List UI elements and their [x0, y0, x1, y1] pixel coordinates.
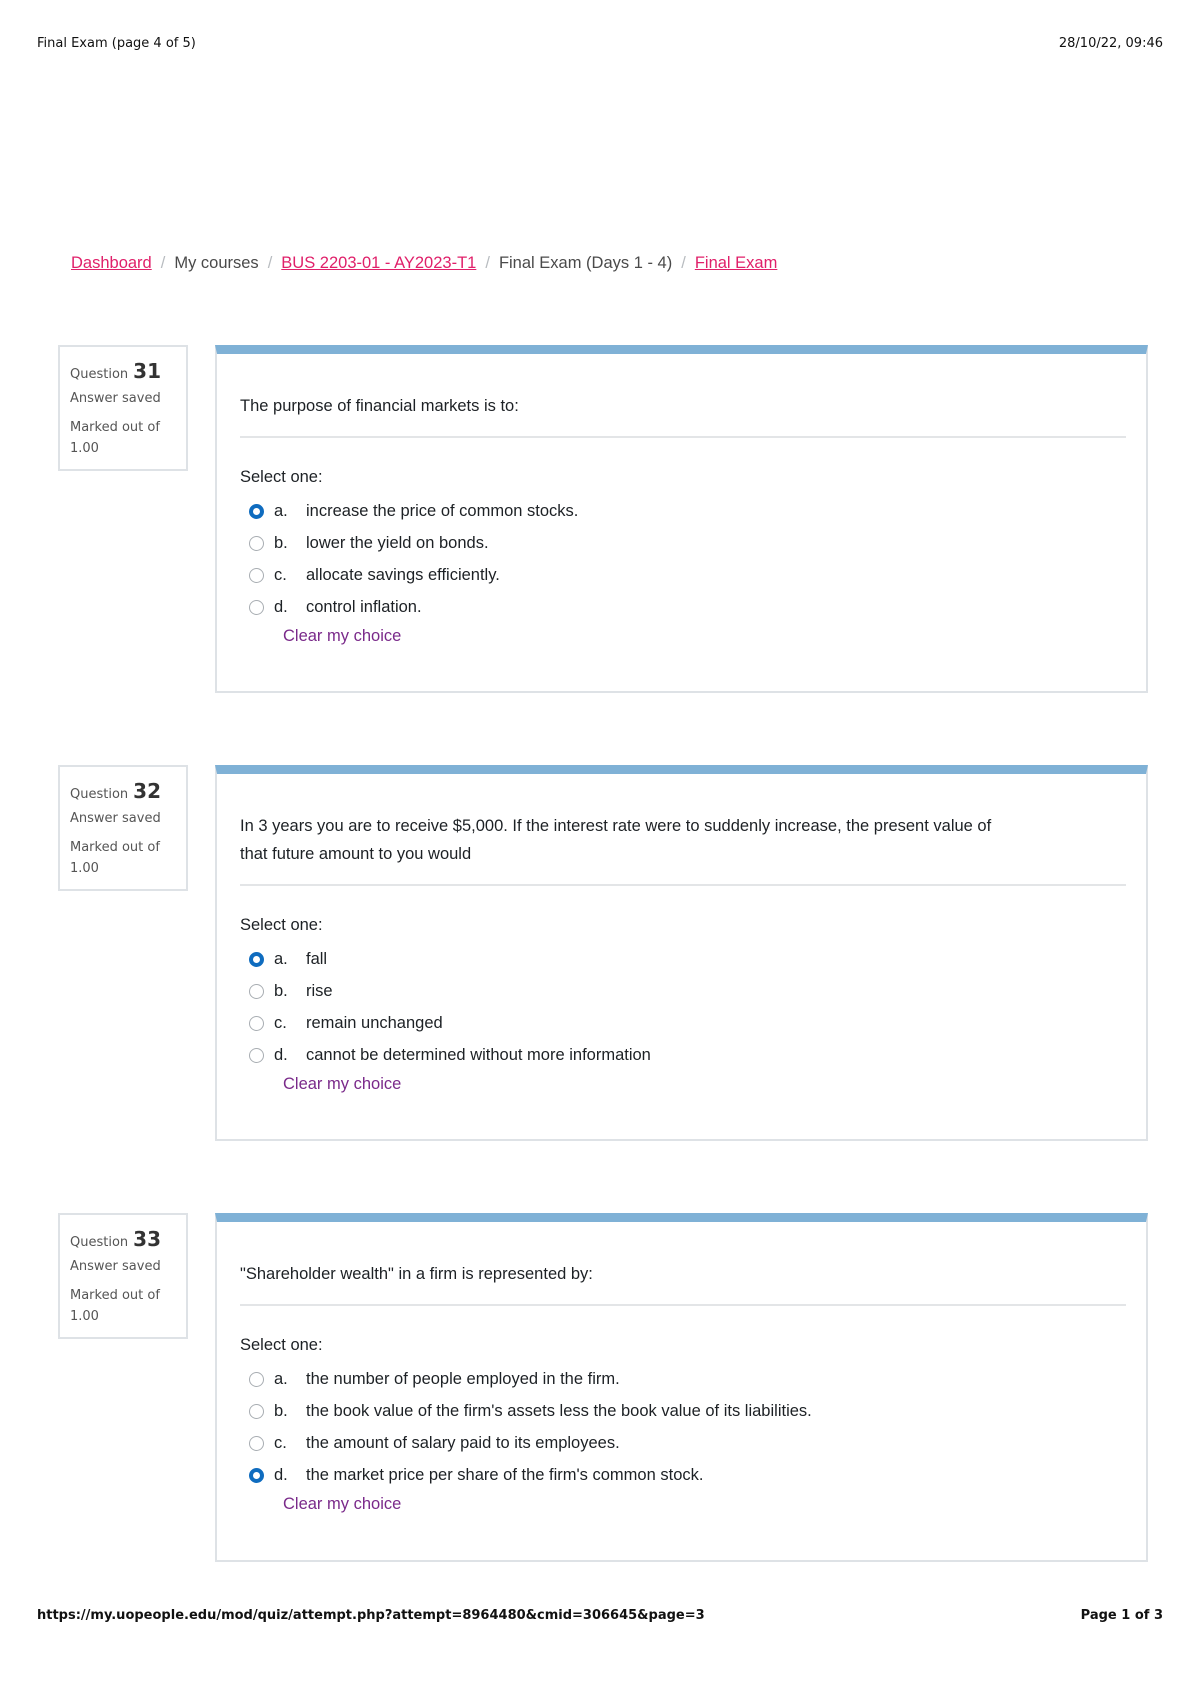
radio-button[interactable] — [249, 1436, 264, 1451]
breadcrumb — [71, 254, 777, 273]
print-header — [37, 36, 1163, 51]
answer-option-d[interactable] — [249, 1459, 1146, 1491]
answer-option-d[interactable] — [249, 591, 1146, 623]
question-grade — [70, 837, 176, 879]
grade-value: 1.00 — [70, 1309, 99, 1324]
radio-button[interactable] — [249, 1404, 264, 1419]
question-state: Answer saved — [70, 391, 161, 406]
print-datetime: 28/10/22, 09:46 — [1058, 36, 1163, 51]
answer-option-b[interactable] — [249, 1395, 1146, 1427]
question-grade — [70, 1285, 176, 1327]
question-label: Question — [70, 787, 129, 802]
option-letter: b. — [274, 981, 288, 1000]
answer-option-c[interactable] — [249, 1007, 1146, 1039]
option-text: cannot be determined without more information — [306, 1045, 651, 1064]
question-content — [215, 1213, 1148, 1562]
breadcrumb-course[interactable]: BUS 2203-01 - AY2023-T1 — [281, 254, 477, 272]
breadcrumb-dashboard[interactable]: Dashboard — [71, 254, 152, 272]
question-text — [240, 392, 1126, 438]
clear-choice-link[interactable]: Clear my choice — [283, 627, 402, 645]
question-state: Answer saved — [70, 811, 161, 826]
question-info — [58, 345, 188, 471]
question-grade — [70, 417, 176, 459]
breadcrumb-separator: / — [267, 254, 273, 272]
answer-option-a[interactable] — [249, 1363, 1146, 1395]
radio-button[interactable] — [249, 536, 264, 551]
question-state: Answer saved — [70, 1259, 161, 1274]
radio-button[interactable] — [249, 1372, 264, 1387]
question-info — [58, 765, 188, 891]
option-letter: d. — [274, 1465, 288, 1484]
option-text: fall — [306, 949, 328, 968]
breadcrumb-separator: / — [160, 254, 166, 272]
question-text-line: The purpose of financial markets is to: — [240, 397, 519, 415]
option-text: rise — [306, 981, 333, 1000]
radio-button[interactable] — [249, 1016, 264, 1031]
answer-option-c[interactable] — [249, 1427, 1146, 1459]
option-text: the amount of salary paid to its employees. — [306, 1433, 620, 1452]
answer-options — [249, 943, 1146, 1071]
option-letter: c. — [274, 1433, 287, 1452]
option-letter: d. — [274, 597, 288, 616]
question-text — [240, 1260, 1126, 1306]
grade-value: 1.00 — [70, 441, 99, 456]
question-content — [215, 345, 1148, 693]
print-url: https://my.uopeople.edu/mod/quiz/attempt.php?attempt=8964480&cmid=306645&page=3 — [37, 1608, 705, 1623]
print-title: Final Exam (page 4 of 5) — [37, 36, 196, 51]
radio-button[interactable] — [249, 568, 264, 583]
breadcrumb-separator: / — [681, 254, 686, 272]
answer-option-a[interactable] — [249, 495, 1146, 527]
question-number: 32 — [133, 779, 161, 803]
question-text-line: In 3 years you are to receive $5,000. If the interest rate were to suddenly increase, the present value of — [240, 817, 992, 835]
option-text: lower the yield on bonds. — [306, 533, 489, 552]
grade-label: Marked out of — [70, 840, 160, 855]
option-letter: d. — [274, 1045, 288, 1064]
grade-value: 1.00 — [70, 861, 99, 876]
option-text: remain unchanged — [306, 1013, 443, 1032]
option-text: the number of people employed in the firm. — [306, 1369, 620, 1388]
radio-button[interactable] — [249, 984, 264, 999]
select-prompt: Select one: — [240, 916, 323, 934]
question-info — [58, 1213, 188, 1339]
option-letter: c. — [274, 1013, 287, 1032]
answer-option-d[interactable] — [249, 1039, 1146, 1071]
grade-label: Marked out of — [70, 1288, 160, 1303]
radio-button[interactable] — [249, 504, 264, 519]
question-label: Question — [70, 1235, 129, 1250]
radio-button[interactable] — [249, 1048, 264, 1063]
option-letter: c. — [274, 565, 287, 584]
option-letter: a. — [274, 1369, 288, 1388]
option-text: the market price per share of the firm's common stock. — [306, 1465, 704, 1484]
clear-choice-link[interactable]: Clear my choice — [283, 1075, 402, 1093]
radio-button[interactable] — [249, 1468, 264, 1483]
clear-choice-link[interactable]: Clear my choice — [283, 1495, 402, 1513]
option-letter: a. — [274, 949, 288, 968]
answer-option-c[interactable] — [249, 559, 1146, 591]
option-letter: b. — [274, 1401, 288, 1420]
option-text: allocate savings efficiently. — [306, 565, 500, 584]
answer-option-b[interactable] — [249, 527, 1146, 559]
question-label: Question — [70, 367, 129, 382]
answer-options — [249, 495, 1146, 623]
print-page-number: Page 1 of 3 — [1080, 1608, 1163, 1623]
question-content — [215, 765, 1148, 1141]
option-letter: b. — [274, 533, 288, 552]
breadcrumb-my-courses: My courses — [174, 254, 259, 272]
grade-label: Marked out of — [70, 420, 160, 435]
breadcrumb-exam-section: Final Exam (Days 1 - 4) — [498, 254, 673, 272]
breadcrumb-final-exam[interactable]: Final Exam — [694, 254, 778, 272]
question-number: 33 — [133, 1227, 161, 1251]
option-text: increase the price of common stocks. — [306, 501, 579, 520]
print-footer — [37, 1608, 1163, 1623]
question-number: 31 — [133, 359, 161, 383]
breadcrumb-separator: / — [485, 254, 490, 272]
question-text-line: that future amount to you would — [240, 845, 472, 863]
option-letter: a. — [274, 501, 288, 520]
select-prompt: Select one: — [240, 468, 323, 486]
option-text: the book value of the firm's assets less the book value of its liabilities. — [306, 1401, 812, 1420]
select-prompt: Select one: — [240, 1336, 323, 1354]
answer-option-b[interactable] — [249, 975, 1146, 1007]
question-text-line: "Shareholder wealth" in a firm is represented by: — [240, 1265, 593, 1283]
option-text: control inflation. — [306, 597, 422, 616]
answer-options — [249, 1363, 1146, 1491]
answer-option-a[interactable] — [249, 943, 1146, 975]
radio-button[interactable] — [249, 600, 264, 615]
question-text — [240, 812, 1126, 886]
radio-button[interactable] — [249, 952, 264, 967]
